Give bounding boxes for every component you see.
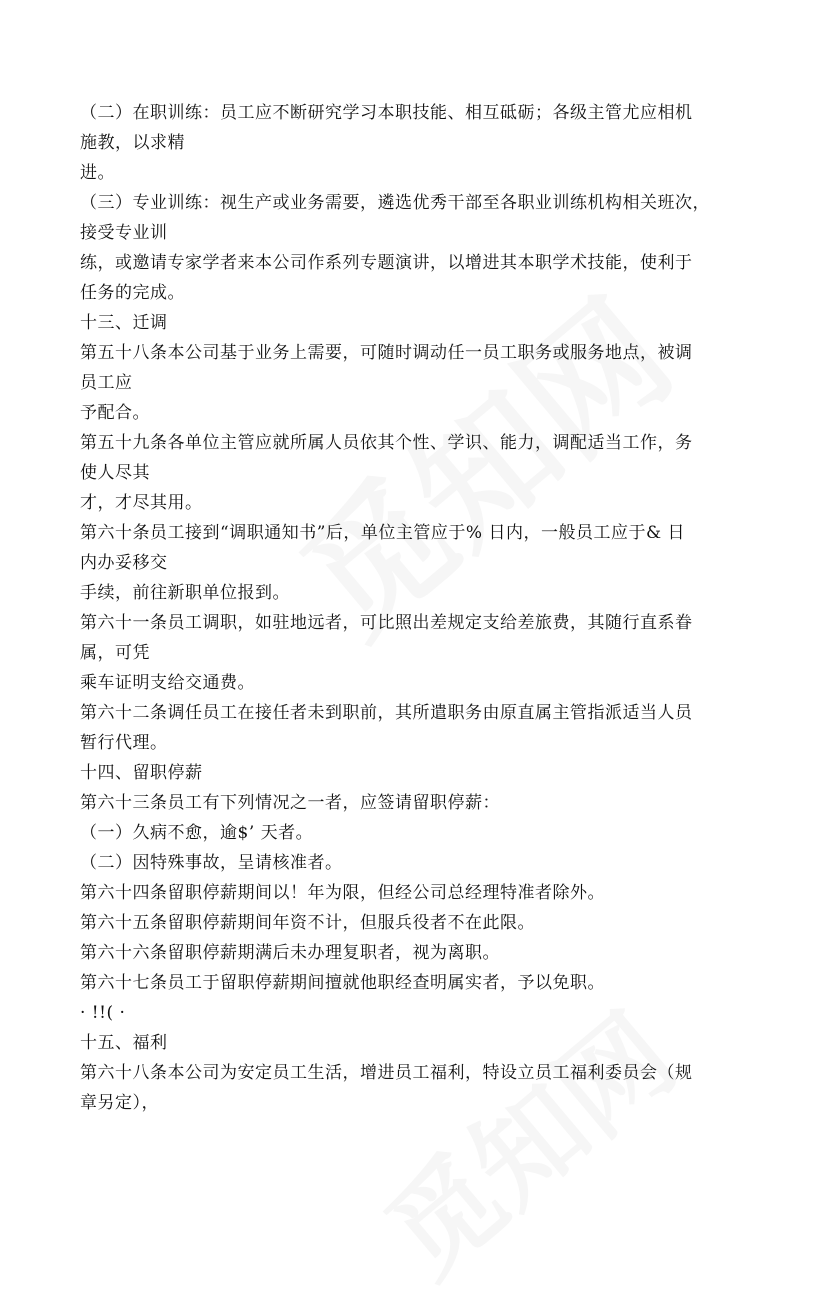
text-line: 第六十三条员工有下列情况之一者，应签请留职停薪： <box>80 793 500 813</box>
text-line: 练，或邀请专家学者来本公司作系列专题演讲，以增进其本职学术技能，使利于 <box>80 253 693 273</box>
text-line: 第五十九条各单位主管应就所属人员依其个性、学识、能力，调配适当工作，务 <box>80 433 693 453</box>
text-line: 施教，以求精 <box>80 133 185 153</box>
text-line: 内办妥移交 <box>80 553 168 573</box>
text-line: 第六十四条留职停薪期间以！年为限，但经公司总经理特准者除外。 <box>80 883 605 903</box>
text-line: 第五十八条本公司基于业务上需要，可随时调动任一员工职务或服务地点，被调 <box>80 343 693 363</box>
text-line: 第六十八条本公司为安定员工生活，增进员工福利，特设立员工福利委员会（规 <box>80 1063 693 1083</box>
text-line: 章另定）， <box>80 1093 159 1113</box>
text-line: 第六十二条调任员工在接任者未到职前，其所遣职务由原直属主管指派适当人员 <box>80 703 693 723</box>
section-heading: 十四、留职停薪 <box>80 763 203 783</box>
section-heading: 十五、福利 <box>80 1033 168 1053</box>
text-line: 予配合。 <box>80 403 150 423</box>
text-line: · !!( · <box>80 1003 126 1023</box>
text-line: 使人尽其 <box>80 463 150 483</box>
text-line: 第六十七条员工于留职停薪期间擅就他职经查明属实者，予以免职。 <box>80 973 605 993</box>
text-line: 暂行代理。 <box>80 733 168 753</box>
text-line: 接受专业训 <box>80 223 168 243</box>
text-line: 才，才尽其用。 <box>80 493 203 513</box>
text-line: 员工应 <box>80 373 133 393</box>
text-line: （一）久病不愈，逾$’ 天者。 <box>80 823 314 843</box>
text-line: 乘车证明支给交通费。 <box>80 673 255 693</box>
text-line: 第六十一条员工调职，如驻地远者，可比照出差规定支给差旅费，其随行直系眷 <box>80 613 693 633</box>
text-line: 第六十六条留职停薪期满后未办理复职者，视为离职。 <box>80 943 500 963</box>
text-line: 属，可凭 <box>80 643 150 663</box>
text-line: （二）因特殊事故，呈请核准者。 <box>80 853 343 873</box>
text-line: （二）在职训练：员工应不断研究学习本职技能、相互砥砺；各级主管尤应相机 <box>80 103 693 123</box>
document-body <box>80 98 760 1118</box>
text-line: 第六十五条留职停薪期间年资不计，但服兵役者不在此限。 <box>80 913 535 933</box>
text-line: 任务的完成。 <box>80 283 185 303</box>
text-line: 第六十条员工接到“调职通知书”后，单位主管应于% 日内，一般员工应于& 日 <box>80 523 685 543</box>
text-line: 进。 <box>80 163 115 183</box>
section-heading: 十三、迁调 <box>80 313 168 333</box>
text-line: 手续，前往新职单位报到。 <box>80 583 290 603</box>
text-line: （三）专业训练：视生产或业务需要，遴选优秀干部至各职业训练机构相关班次， <box>80 193 710 213</box>
